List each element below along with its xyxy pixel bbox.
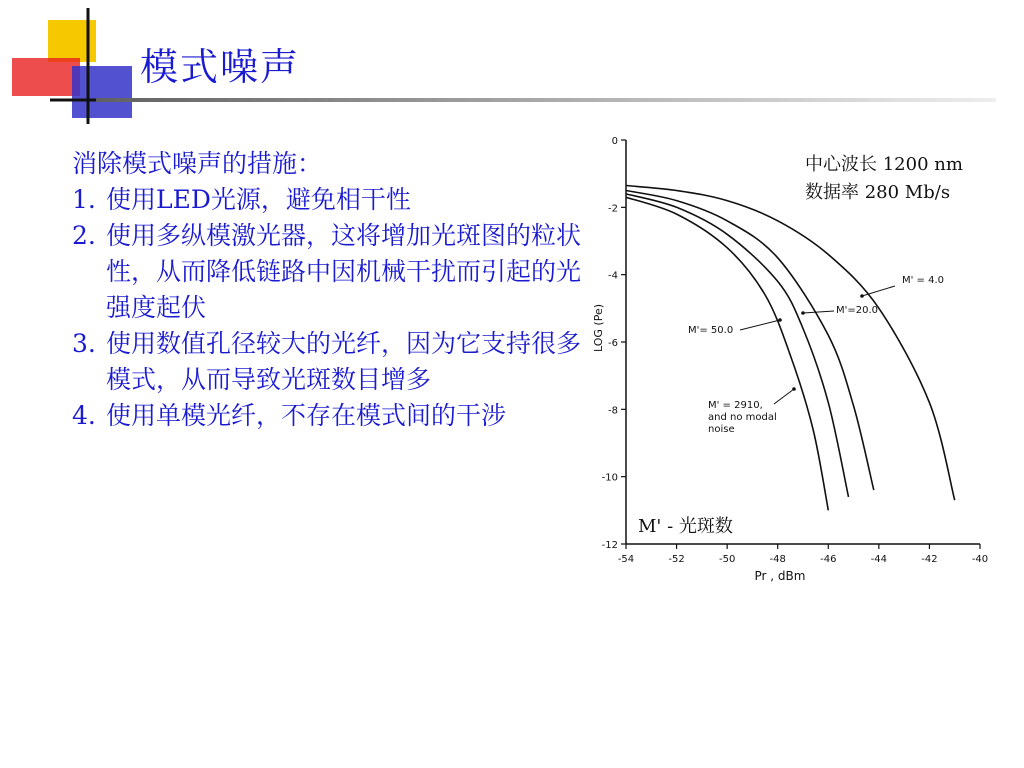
list-item-text: 使用单模光纤，不存在模式间的干涉 [106, 401, 507, 430]
list-item [72, 182, 587, 218]
series-line-1 [626, 186, 955, 501]
x-tick-label: -40 [971, 554, 989, 565]
x-tick-label: -50 [718, 554, 736, 565]
measures-list [72, 146, 587, 434]
annotation-pointer-head [778, 318, 782, 322]
deco-blue-square [72, 66, 132, 118]
series-line-2 [626, 191, 874, 491]
y-tick-label: 0 [611, 136, 618, 147]
title-underline [96, 98, 996, 102]
measures-intro: 消除模式噪声的措施： [72, 149, 323, 178]
chart-legend-note: M' - 光斑数 [638, 516, 733, 537]
list-item-text: 使用LED光源，避免相干性 [106, 185, 411, 214]
x-tick-label: -54 [617, 554, 635, 565]
x-tick-label: -52 [668, 554, 685, 565]
annotation-pointer [803, 311, 834, 313]
y-tick-label: -10 [601, 472, 618, 484]
list-item-number: 2. [72, 221, 96, 250]
annotation-pointer-head [792, 387, 796, 391]
list-item [72, 398, 587, 434]
annotation-pointer-head [801, 311, 805, 315]
list-item-number: 3. [72, 329, 96, 358]
series-annotation-4: M' = 2910, [708, 400, 763, 411]
list-item-text: 使用数值孔径较大的光纤，因为它支持很多模式，从而导致光斑数目增多 [106, 329, 582, 394]
annotation-pointer [740, 320, 780, 330]
list-item-text: 使用多纵模激光器，这将增加光斑图的粒状性，从而降低链路中因机械干扰而引起的光强度起伏 [106, 221, 582, 322]
x-tick-label: -42 [921, 554, 938, 565]
list-item-number: 1. [72, 185, 96, 214]
list-item-number: 4. [72, 401, 96, 430]
y-tick-label: -2 [608, 203, 618, 215]
chart-info-datarate: 数据率 280 Mb/s [805, 182, 951, 203]
x-tick-label: -44 [870, 554, 888, 565]
y-tick-label: -4 [608, 270, 618, 282]
series-line-3 [626, 194, 849, 497]
list-item [72, 218, 587, 326]
series-annotation-1: M' = 4.0 [902, 275, 945, 286]
chart-info-wavelength: 中心波长 1200 nm [805, 154, 963, 175]
slide-decoration [0, 0, 160, 130]
x-tick-label: -48 [769, 554, 786, 565]
y-tick-label: -12 [601, 540, 618, 551]
series-line-4 [626, 197, 828, 510]
x-axis-label: Pr , dBm [754, 569, 806, 583]
series-annotation-2: M'=20.0 [836, 305, 879, 316]
y-tick-label: -6 [608, 338, 618, 349]
x-tick-label: -46 [820, 554, 837, 565]
annotation-pointer-head [860, 294, 864, 298]
list-item [72, 326, 587, 398]
bit-error-rate-chart [590, 128, 1000, 588]
slide-title: 模式噪声 [140, 45, 301, 89]
annotation-pointer [862, 286, 895, 296]
y-tick-label: -8 [608, 405, 618, 417]
series-annotation-4: and no modal [708, 412, 777, 423]
y-axis-label: LOG (Pe) [592, 303, 605, 353]
series-annotation-3: M'= 50.0 [688, 325, 734, 336]
deco-red-bar [12, 58, 80, 96]
annotation-pointer [774, 389, 794, 404]
series-annotation-4: noise [708, 424, 735, 435]
